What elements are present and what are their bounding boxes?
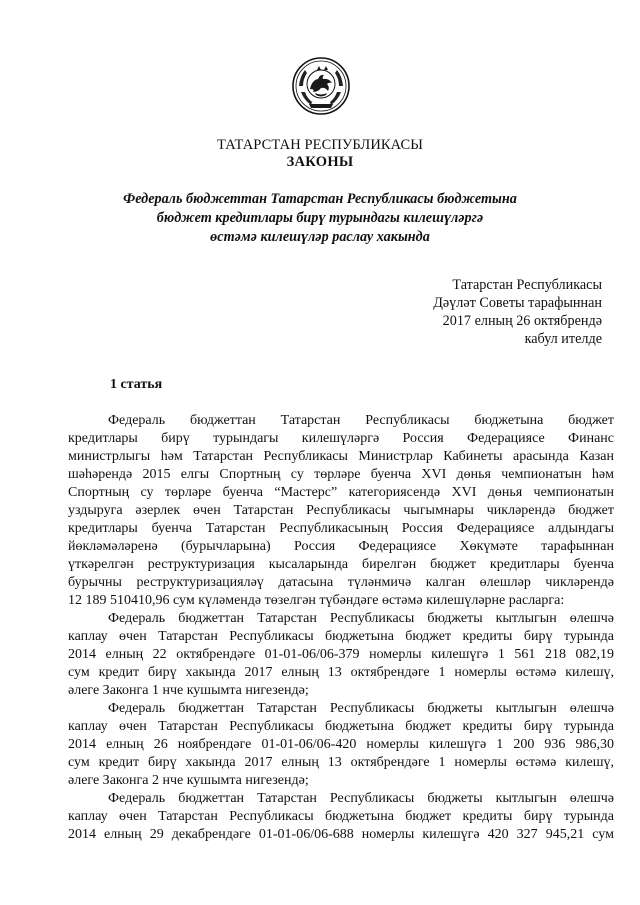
paragraph — [68, 790, 614, 844]
law-title-line: бюджет кредитлары бирү турындагы килешүләргә — [156, 210, 484, 226]
text-line: Спортның су төрләре буенча “Мастерс” категориясендә XVI дөнья чемпионатын — [68, 485, 614, 500]
adoption-note-line: Дәүләт Советы тарафыннан — [433, 295, 602, 311]
text-line: әлеге Законга 2 нче кушымта нигезендә; — [68, 773, 309, 788]
adoption-note-line: Татарстан Республикасы — [452, 277, 602, 293]
text-line: үткәрелгән реструктуризация кысаларында бирелгән бюджет кредитлары буенча — [68, 557, 614, 572]
paragraph — [68, 610, 614, 700]
text-line: 2014 елның 22 октябрендәге 01-01-06/06-379 номерлы килешүгә 1 561 218 082,19 — [68, 647, 614, 662]
text-line: Федераль бюджеттан Татарстан Республикасы бюджеты кытлыгын өлешчә — [108, 791, 614, 806]
text-line: Федераль бюджеттан Татарстан Республикасы бюджеты кытлыгын өлешчә — [108, 611, 614, 626]
text-line: каплау өчен Татарстан Республикасы бюджетына бюджет кредиты бирү турында — [68, 629, 614, 644]
text-line: кредитлары буенча Татарстан Республикасының Россия Федерациясе алдындагы — [68, 521, 614, 536]
text-line: 2014 елның 26 ноябрендәге 01-01-06/06-420 номерлы килешүгә 1 200 936 986,30 — [68, 737, 614, 752]
text-line: әлеге Законга 1 нче кушымта нигезендә; — [68, 683, 309, 698]
text-line: каплау өчен Татарстан Республикасы бюджетына бюджет кредиты бирү турында — [68, 719, 614, 734]
text-line: кредитлары бирү турындагы килешүләргә Россия Федерациясе Финанс — [68, 431, 614, 446]
text-line: йөкләмәләренә (бурычларына) Россия Федерациясе Хөкүмәте тарафыннан — [68, 539, 614, 554]
law-title-line: Федераль бюджеттан Татарстан Республикасы бюджетына — [123, 191, 517, 207]
text-line: сум кредит бирү хакында 2017 елның 13 октябрендәге 1 номерлы өстәмә килешү, — [68, 755, 614, 770]
text-line: каплау өчен Татарстан Республикасы бюджетына бюджет кредиты бирү турында — [68, 809, 614, 824]
paragraph — [68, 412, 614, 610]
adoption-note-line: 2017 елның 26 октябрендә — [442, 313, 602, 329]
law-title-line: өстәмә килешүләр раслау хакында — [210, 229, 430, 245]
law-title — [80, 190, 560, 247]
text-line: 2014 елның 29 декабрендәге 01-01-06/06-688 номерлы килешүгә 420 327 945,21 сум — [68, 827, 614, 842]
text-line: бурычны реструктуризацияләү датасына түләнмичә калган өлешләр чикләрендә — [68, 575, 614, 590]
text-line: Федераль бюджеттан Татарстан Республикасы бюджетына бюджет — [108, 413, 614, 428]
text-line: уздыруга әзерлек өчен Татарстан Республикасы чыгымнары чикләрендә бюджет — [68, 503, 614, 518]
text-line: сум кредит бирү хакында 2017 елның 13 октябрендәге 1 номерлы өстәмә килешү, — [68, 665, 614, 680]
adoption-note-line: кабул ителде — [524, 331, 602, 347]
text-line: шәһәрендә 2015 елгы Спортның су төрләре буенча XVI дөнья чемпионатын һәм — [68, 467, 614, 482]
adoption-note — [433, 276, 602, 348]
text-line: Федераль бюджеттан Татарстан Республикасы бюджеты кытлыгын өлешчә — [108, 701, 614, 716]
paragraph — [68, 700, 614, 790]
text-line: 12 189 510410,96 сум күләмендә төзелгән түбәндәге өстәмә килешүләрне расларга: — [68, 593, 565, 608]
republic-heading: ТАТАРСТАН РЕСПУБЛИКАСЫ — [216, 137, 424, 153]
article-heading: 1 статья — [110, 377, 163, 392]
text-line: министрлыгы һәм Татарстан Республикасы Министрлар Кабинеты арасында Казан — [68, 449, 614, 464]
laws-heading: ЗАКОНЫ — [286, 154, 354, 170]
tatarstan-coat-of-arms-icon — [291, 56, 351, 116]
article-body — [68, 412, 614, 844]
